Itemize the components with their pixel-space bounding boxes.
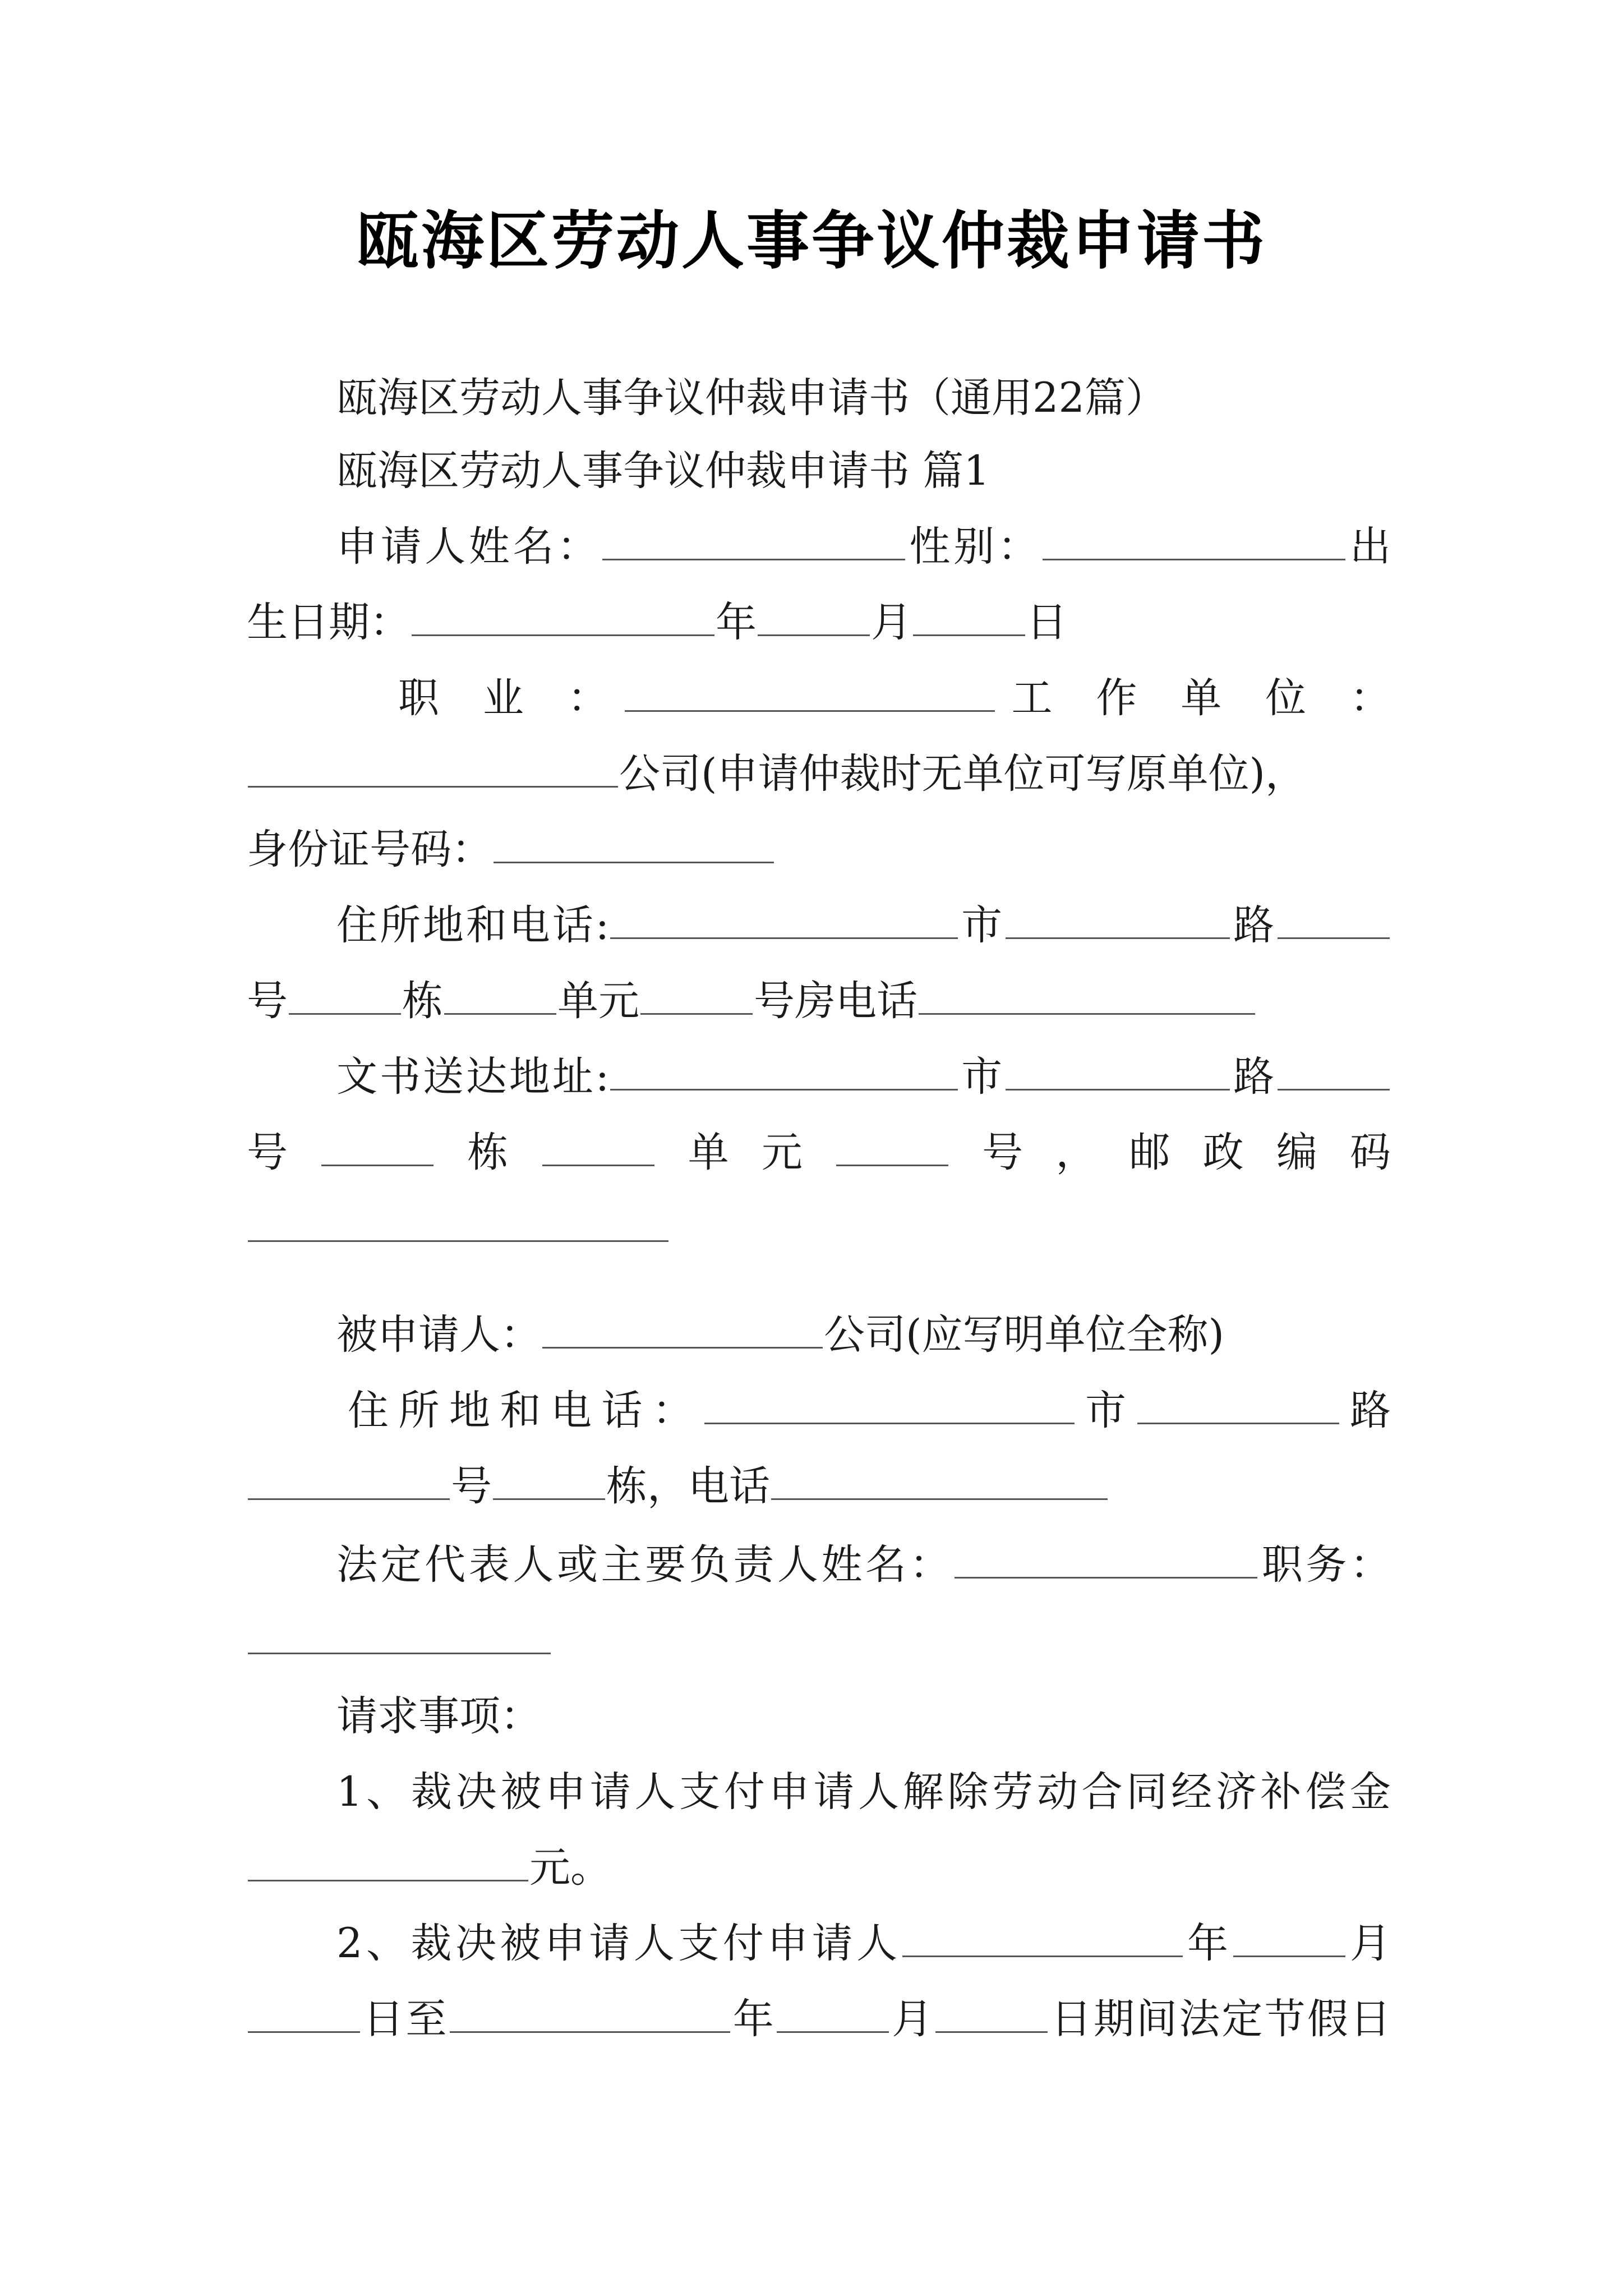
postcode-blank[interactable] [248,1207,668,1242]
road-label: 路 [1340,1387,1391,1434]
respondent-address-label: 住所地和电话： [348,1387,703,1434]
job-line [398,670,1391,726]
claims-heading-text: 请求事项： [336,1692,541,1740]
city-label: 市 [959,1053,1005,1101]
room-phone-label: 号房电话 [754,977,917,1025]
id-number-label: 身份证号码： [247,826,492,873]
birth-day-blank[interactable] [913,601,1025,636]
address-road-blank[interactable] [1006,904,1230,939]
year-label: 年 [731,1995,776,2043]
phone-blank[interactable] [919,979,1255,1015]
work-unit-line [247,746,1391,802]
applicant-name-label: 申请人姓名： [336,523,601,570]
document-title: 瓯海区劳动人事争议仲裁申请书 [356,204,1267,278]
applicant-name-line [336,519,1391,575]
claim-item-1 [336,1764,1391,1820]
delivery-building-blank[interactable] [321,1131,434,1166]
claim-item-1-line-2 [247,1840,1391,1896]
claims-heading [336,1688,1391,1745]
respondent-city-blank[interactable] [704,1389,1075,1424]
month-label: 月 [890,1995,935,2043]
gender-label: 性别： [906,523,1042,570]
respondent-label: 被申请人： [336,1311,541,1359]
claim-item-2-text: 2、裁决被申请人支付申请人 [336,1920,901,1967]
respondent-address-line [348,1383,1391,1439]
address-label: 住所地和电话: [336,901,610,949]
number-label: 号 [247,977,288,1025]
birth-month-blank[interactable] [758,601,870,636]
year-label: 年 [1183,1920,1232,1967]
claim-start-month-blank[interactable] [1233,1922,1345,1957]
delivery-road-blank[interactable] [1006,1055,1230,1091]
month-label: 月 [871,599,912,646]
birth-date-label: 生日期： [247,599,411,646]
building-label: 栋 [402,977,443,1025]
representative-label: 法定代表人或主要负责人姓名： [336,1541,954,1589]
claim-start-day-blank[interactable] [248,1998,360,2033]
holiday-tail: 日期间法定节假日 [1049,1995,1391,2043]
road-label: 路 [1231,1053,1277,1101]
number-label: 号 [451,1462,492,1510]
work-unit-blank[interactable] [248,752,618,788]
address-line-2 [247,973,1391,1029]
respondent-line [336,1307,1391,1363]
address-line [336,898,1391,954]
work-unit-note: 公司(申请仲裁时无单位可写原单位)， [619,750,1306,798]
respondent-road-blank[interactable] [1137,1389,1339,1424]
section-heading-text: 瓯海区劳动人事争议仲裁申请书 篇1 [336,447,990,495]
year-label: 年 [716,599,757,646]
respondent-note: 公司(应写明单位全称) [824,1311,1224,1359]
claim-item-2 [336,1916,1391,1972]
claim-item-1-text: 1、裁决被申请人支付申请人解除劳动合同经济补偿金 [336,1768,1391,1816]
respondent-number-blank[interactable] [248,1465,450,1500]
claim-end-month-blank[interactable] [777,1998,889,2033]
job-blank[interactable] [625,677,995,712]
city-label: 市 [959,901,1005,949]
claim-item-2-line-2 [247,1991,1391,2047]
unit-label: 单元 [655,1129,836,1176]
delivery-address-line-2 [247,1125,1391,1181]
city-label: 市 [1075,1387,1136,1434]
building-label: 栋 [435,1129,541,1176]
post-label: 职务： [1258,1541,1391,1589]
work-unit-label: 工 作 单 位 ： [996,674,1391,722]
claim-start-year-blank[interactable] [902,1922,1183,1957]
subtitle-text: 瓯海区劳动人事争议仲裁申请书（通用22篇） [336,374,1166,422]
claim-item-1-tail: 元。 [529,1844,611,1892]
respondent-phone-blank[interactable] [771,1465,1108,1500]
post-blank[interactable] [248,1619,551,1654]
document-subtitle [336,370,1391,426]
address-number-blank[interactable] [1278,904,1390,939]
compensation-amount-blank[interactable] [248,1846,528,1881]
claim-end-year-blank[interactable] [450,1998,730,2033]
building-blank[interactable] [289,979,401,1015]
birth-date-line [247,595,1391,651]
applicant-name-blank[interactable] [602,525,905,560]
delivery-address-line [336,1049,1391,1105]
delivery-city-blank[interactable] [610,1055,958,1091]
gender-blank[interactable] [1043,525,1345,560]
delivery-address-label: 文书送达地址: [336,1053,610,1101]
respondent-blank[interactable] [542,1313,823,1349]
delivery-room-blank[interactable] [836,1131,948,1166]
job-label: 职 业 ： [398,674,624,722]
delivery-number-blank[interactable] [1278,1055,1390,1091]
day-label: 日 [1026,599,1067,646]
address-city-blank[interactable] [610,904,958,939]
delivery-unit-blank[interactable] [542,1131,654,1166]
day-to-label: 日至 [361,1995,449,2043]
representative-line [336,1537,1391,1593]
road-label: 路 [1231,901,1277,949]
birth-label-start: 出 [1347,523,1391,570]
representative-blank[interactable] [955,1543,1257,1579]
section-heading [336,443,1391,499]
unit-blank[interactable] [444,979,556,1015]
unit-label: 单元 [557,977,639,1025]
month-label: 月 [1346,1920,1391,1967]
claim-end-day-blank[interactable] [935,1998,1048,2033]
respondent-address-line-2 [247,1458,1391,1515]
post-line [247,1613,1391,1669]
respondent-building-blank[interactable] [493,1465,605,1500]
birth-year-blank[interactable] [412,601,714,636]
id-number-blank[interactable] [494,828,774,863]
room-blank[interactable] [640,979,753,1015]
number-label: 号 [247,1129,321,1176]
respondent-building-phone-label: 栋，电话 [606,1462,770,1510]
postcode-label: 号，邮政编码 [949,1129,1391,1176]
postcode-line [247,1200,1391,1257]
id-number-line [247,822,1391,878]
